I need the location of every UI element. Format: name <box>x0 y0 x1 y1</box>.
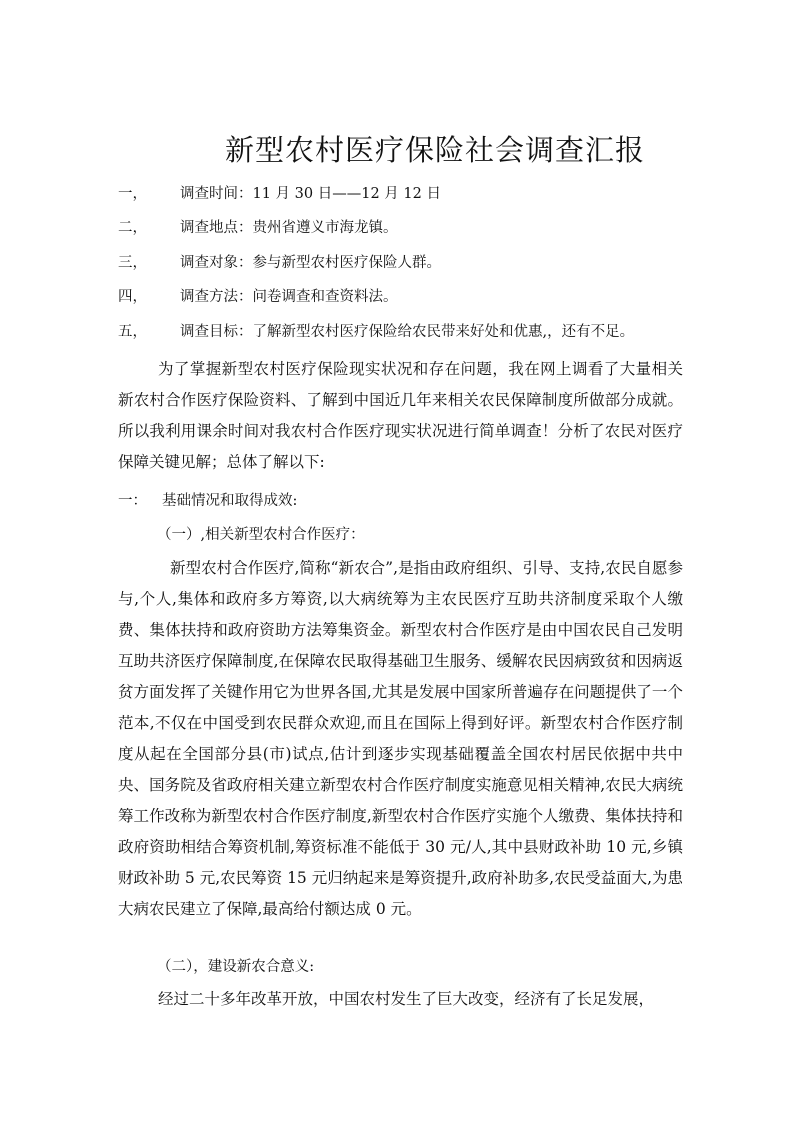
info-number: 五， <box>118 323 147 340</box>
intro-paragraph: 为了掌握新型农村医疗保险现实状况和存在问题，我在网上调看了大量相关新农村合作医疗保险资料、了解到中国近几年来相关农民保障制度所做部分成就。所以我利用课余时间对我农村合作医疗现实状况进行简单调查！分析了农民对医疗保障关键见解；总体了解以下: <box>118 360 683 471</box>
section-title: 基础情况和取得成效: <box>162 493 298 509</box>
subsection-heading-2: （二），建设新农合意义: <box>157 959 315 975</box>
info-item-goal <box>118 313 718 348</box>
info-value: 了解新型农村医疗保险给农民带来好处和优惠,，还有不足。 <box>252 323 635 340</box>
info-value: 问卷调查和查资料法。 <box>252 289 398 306</box>
info-label: 调查时间： <box>180 185 253 202</box>
info-value: 参与新型农村医疗保险人群。 <box>252 254 441 271</box>
info-label: 调查对象： <box>180 254 253 271</box>
info-value: 贵州省遵义市海龙镇。 <box>252 220 398 237</box>
document-title: 新型农村医疗保险社会调查汇报 <box>224 133 645 167</box>
info-number: 三， <box>118 254 147 271</box>
section-heading <box>118 489 297 510</box>
info-item-subjects <box>118 244 718 279</box>
info-number: 四， <box>118 289 147 306</box>
info-number: 一， <box>118 185 147 202</box>
info-item-time <box>118 175 718 210</box>
info-label: 调查目标： <box>180 323 253 340</box>
info-value: 11 月 30 日——12 月 12 日 <box>252 185 441 202</box>
survey-info-list <box>118 175 718 348</box>
info-item-method <box>118 279 718 314</box>
subsection-heading-1: （一）,相关新型农村合作医疗： <box>157 527 365 543</box>
info-number: 二， <box>118 220 147 237</box>
info-label: 调查地点： <box>180 220 253 237</box>
subsection-paragraph-1: 新型农村合作医疗,简称“新农合”,是指由政府组织、引导、支持,农民自愿参与,个人,集体和政府多方筹资,以大病统筹为主农民医疗互助共济制度采取个人缴费、集体扶持和政府资助方法筹集资金。新型农村合作医疗是由中国农民自己发明互助共济医疗保障制度,在保障农民取得基础卫生服务、缓解农民因病致贫和因病返贫方面发挥了关键作用它为世界各国,尤其是发展中国家所普遍存在问题提供了一个范本,不仅在中国受到农民群众欢迎,而且在国际上得到好评。新型农村合作医疗制度从起在全国部分县(市)试点,估计到逐步实现基础覆盖全国农村居民依据中共中央、国务院及省政府相关建立新型农村合作医疗制度实施意见相关精神,农民大病统筹工作改称为新型农村合作医疗制度,新型农村合作医疗实施个人缴费、集体扶持和政府资助相结合筹资机制,筹资标准不能低于 30 元/人,其中县财政补助 10 元,乡镇财政补助 5 元,农民筹资 15 元归纳起来是筹资提升,政府补助多,农民受益面大,为患大病农民建立了保障,最高给付额达成 0 元。 <box>118 559 684 918</box>
subsection-paragraph-2: 经过二十多年改革开放，中国农村发生了巨大改变，经济有了长足发展， <box>158 990 655 1008</box>
info-item-location <box>118 210 718 245</box>
info-label: 调查方法： <box>180 289 253 306</box>
section-number: 一： <box>118 493 147 509</box>
